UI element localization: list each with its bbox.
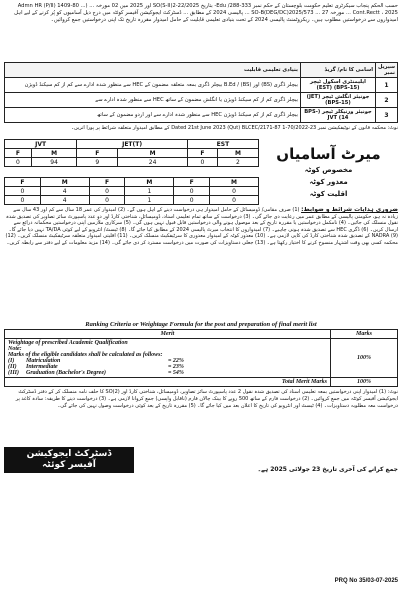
signature-line: ڈسٹرکٹ ایجوکیشن [26,449,112,459]
gender-header: M [125,178,174,187]
weightage-label: Weightage of prescribed Academic Qualification [8,340,128,346]
merit-table [4,329,398,387]
row-qualification: بیچلر ڈگری کم از کم سیکنڈ ڈویژن HEC سے منظور شدہ ادارے سے اور اردو مضمون کے ساتھ [5,108,301,123]
header-post: اسامی کا نام/ گریڈ [300,63,375,78]
merit-body [5,339,331,378]
group-header: JVT [5,140,77,149]
marks-heading: Marks of the eligible candidates shall be calculated as follows: [8,352,163,358]
bottom-section [4,447,398,473]
jobs-table [4,62,398,123]
gender-header: F [5,178,41,187]
table-row [5,196,259,205]
group-header: EST [187,140,258,149]
gender-header: M [118,149,188,158]
table-row [5,187,259,196]
marks-col-header: Marks [331,330,398,339]
quota-cell: 0 [210,196,259,205]
rules-heading: ضروری ہدایات شرائط و ضوابط: [301,207,398,213]
row-serial: 2 [375,93,397,108]
notification-note: نوٹ: محکمہ قانون کے نوٹیفکیشن نمبر Dated 21st June 2023 (Qut) BLCEC/2171-87 1-70/2022-23 کے مطابق امیدوار متعلقہ شرائط پر پورا اتریں۔ [71,125,398,131]
rules-section [4,207,398,319]
gender-header: M [210,178,259,187]
intro-paragraph: حسب الحکم پنجاب سیکرٹری تعلیم حکومت بلوچستان کے حکم نمبر 333-288/ Edu- بتاریخ SO(S-II)2-22/2025 اور 2025 میں 02 مورخہ ... (Admn HR (P/II) 1409-80 ... Cont.Rectt ، 2025 ... مورخہ 27 ... SO-B(DEG/DC)2025/573 ... پالیسی 2024 کے مطابق ... ڈسٹرکٹ ایجوکیشن آفیسر کوئٹہ میں درج ذیل آسامیوں کو پُر کرنے کے لیے اہل امیدواروں سے درخواستیں مطلوب ہیں۔ ریکروٹمنٹ پالیسی 2024 کے تحت بنیادی تعلیمی قابلیت کے حامل امیدوار مقررہ تاریخ تک اپنی درخواستیں جمع کروائیں۔ [14,3,398,23]
table-row [5,78,398,93]
line-percent: = 22% [168,358,184,364]
gender-header: F [187,149,217,158]
line-number: (I) [8,358,15,364]
quota-cell: 0 [210,187,259,196]
header-qualification: بنیادی تعلیمی قابلیت [5,63,301,78]
rules-text: (1) صرف مقامی/ ڈومیسائل کے حامل امیدوار ہی درخواست دینے کے اہل ہوں گے۔ (2) امیدوار کی عمر 18 سال سے کم اور 43 سال سے زیادہ نہ ہو، حکومتی پالیسی کے مطابق عمر میں رعایت دی جائے گی۔ (3) درخواست کے ساتھ تمام تعلیمی اسناد، ڈومیسائل، شناختی کارڈ اور دو عدد پاسپورٹ سائز تصاویر کی تصدیق شدہ نقول منسلک کی جائیں۔ (4) نامکمل درخواستیں یا مقررہ تاریخ کے بعد موصول ہونے والی درخواستیں قابل قبول نہیں ہوں گی۔ (5) سرکاری ملازمین اپنی درخواستیں محکمانہ ذرائع سے ارسال کریں۔ (6) ڈگری HEC سے تصدیق شدہ ہونی چاہیے۔ (7) امیدواروں کا انتخاب میرٹ پالیسی 2024 کے مطابق کیا جائے گا۔ (8) ٹیسٹ/ انٹرویو کے لیے کوئی TA/DA نہیں دیا جائے گا۔ (9) NADRA کے تصدیق شدہ شناختی کارڈ کی کاپی لازمی ہے۔ (10) معذور کوٹہ کے امیدوار معذوری کا سرٹیفکیٹ منسلک کریں۔ (11) اقلیتی امیدوار متعلقہ سرٹیفکیٹ منسلک کریں۔ (12) محکمہ کسی بھی وقت اشتہار منسوخ کرنے کا اختیار رکھتا ہے۔ (13) جعلی دستاویزات کی صورت میں درخواست مسترد کر دی جائے گی۔ (14) مزید معلومات کے لیے دفتر سے رابطہ کریں۔ [5,207,398,246]
disabled-quota-label: معذور کوٹہ [309,178,348,186]
group-header: JET(T) [77,140,188,149]
weightage-marks: 100% [331,339,398,378]
quota-cell: 1 [125,196,174,205]
line-label: Intermediate [26,364,58,370]
table-row [5,339,398,378]
advertisement-page [4,3,398,584]
line-number: (III) [8,370,20,376]
special-quota-label: مخصوص کوٹہ [304,166,353,174]
row-serial: 3 [375,108,397,123]
quota-cell: 1 [125,187,174,196]
row-post: ایلیمنٹری اسکول ٹیچر (BPS-15) (EST) [300,78,375,93]
quota-cell: 0 [187,158,217,167]
quota-cell: 0 [5,196,41,205]
signature-line: آفیسر کوئٹہ [42,460,96,470]
ranking-title: Ranking Criteria or Weightage Formula for the post and preparation of final merit list [85,321,317,328]
merit-posts-title: میرٹ آسامیاں [276,145,381,163]
prq-number: PRQ No 35/03-07-2025 [334,578,398,584]
line-label: Graduation (Bachelor's Degree) [26,370,106,376]
footer-instructions: نوٹ: (1) امیدوار اپنی درخواستیں بمعہ تعلیمی اسناد کی تصدیق شدہ نقول 2 عدد پاسپورٹ سائز تصاویر، ڈومیسائل، شناختی کارڈ اور SO(2) کا حلف نامہ منسلک کر کے دفتر ڈسٹرکٹ ایجوکیشن آفیسر کوئٹہ میں جمع کروائیں۔ (2) درخواست فارم کے ساتھ 500 روپے کا بینک چالان فارم (ناقابل واپسی) جمع کروانا لازمی ہے۔ (3) درخواست دینے کا طریقہ: سادہ کاغذ پر درخواست معہ مطلوبہ دستاویزات۔ (4) ٹیسٹ اور انٹرویو کی تاریخ کا اعلان بعد میں کیا جائے گا۔ (5) مقررہ تاریخ کے بعد کوئی درخواست وصول نہیں کی جائے گی۔ [15,389,398,409]
quota-cell: 0 [89,187,125,196]
quota-cell: 4 [40,187,89,196]
row-qualification: بیچلر ڈگری کم از کم سیکنڈ ڈویژن یا انگلش مضمون کے ساتھ HEC سے منظور شدہ ادارے سے [5,93,301,108]
header-serial: سیریل نمبر [375,63,397,78]
minority-quota-label: اقلیت کوٹہ [309,190,348,198]
quota-cell: 0 [174,187,210,196]
table-row [5,93,398,108]
merit-col-header: Merit [5,330,331,339]
table-row [5,108,398,123]
row-qualification: بیچلر ڈگری (BS) اور B.Ed / (BS) بیچلر ڈگری بمعہ متعلقہ مضمون کے HEC سے منظور شدہ ادارے سے کم از کم سیکنڈ ڈویژن [5,78,301,93]
quota-cell: 0 [89,196,125,205]
gender-header: F [5,149,32,158]
total-label: Total Merit Marks [5,378,331,387]
special-quota-table [4,177,259,205]
line-label: Matriculation [26,358,61,364]
list-item [8,370,208,376]
table-row [5,158,259,167]
gender-header: F [77,149,118,158]
gender-header: M [40,178,89,187]
total-marks: 100% [331,378,398,387]
gender-header: F [89,178,125,187]
row-post: جونیئر انگلش ٹیچر (JET) (BPS-15) [300,93,375,108]
quota-cell: 2 [217,158,258,167]
quota-cell: 94 [31,158,76,167]
gender-header: M [217,149,258,158]
quota-tables [4,139,259,205]
quota-section [4,139,398,205]
row-post: جونیئر ورنیکلر ٹیچر (BPS-14) JVT [300,108,375,123]
line-percent: = 54% [168,370,184,376]
quota-cell: 0 [5,158,32,167]
jobs-table-header [5,63,398,78]
line-number: (II) [8,364,17,370]
quota-cell: 24 [118,158,188,167]
gender-header: M [31,149,76,158]
table-row [5,378,398,387]
deadline-text: جمع کرانے کی آخری تاریخ 23 جولائی 2025 ہے۔ [257,466,398,473]
quota-labels [259,139,398,205]
line-percent: = 23% [168,364,184,370]
merit-quota-table [4,139,259,167]
gender-header: F [174,178,210,187]
quota-cell: 0 [174,196,210,205]
note-label: Note: [8,346,22,352]
signature-block [4,447,134,473]
quota-cell: 9 [77,158,118,167]
row-serial: 1 [375,78,397,93]
quota-cell: 4 [40,196,89,205]
quota-cell: 0 [5,187,41,196]
